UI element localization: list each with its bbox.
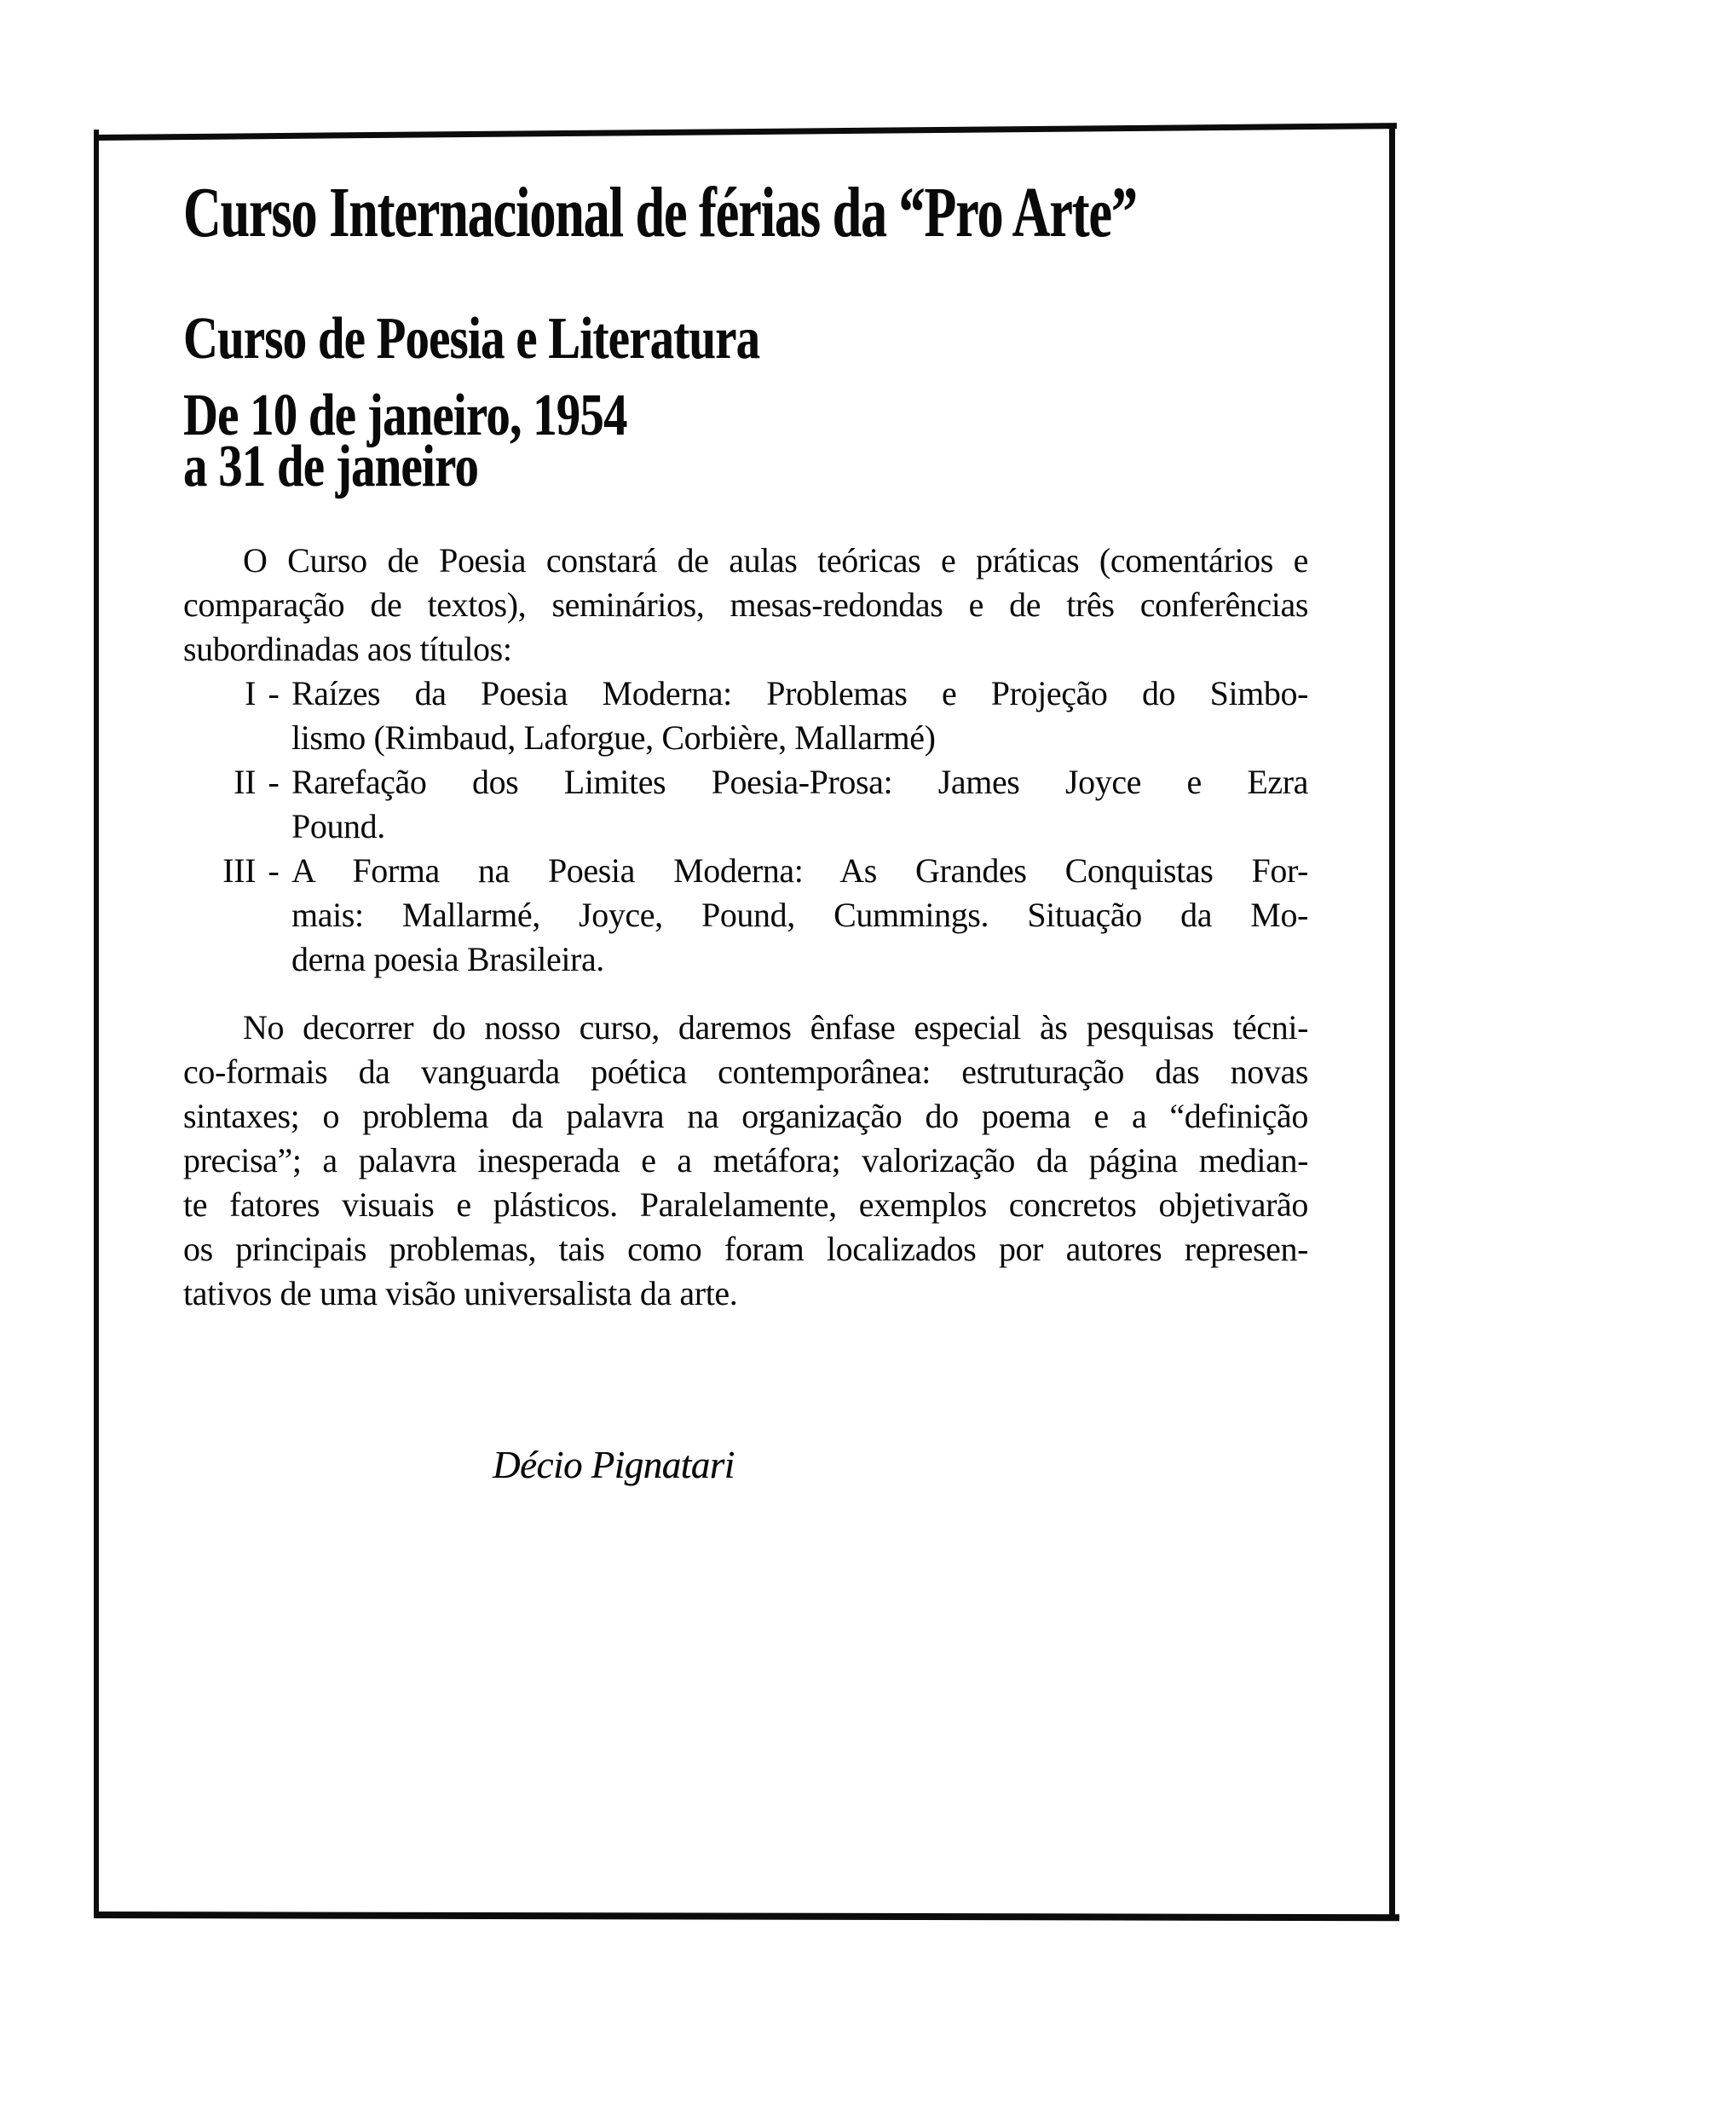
lecture-list [183,672,1308,982]
lecture-item-separator: - [268,851,280,890]
text-line: O Curso de Poesia constará de aulas teóricas e práticas (comentários e [243,541,1308,580]
text-line: derna poesia Brasileira. [291,940,604,978]
lecture-item-separator: - [268,763,280,801]
frame-border-bottom [94,1912,1399,1921]
text-line: tativos de uma visão universalista da arte. [183,1274,738,1312]
text-line: precisa”; a palavra inesperada e a metáfora; valorização da página median- [183,1141,1308,1179]
lecture-item-numeral: I [245,674,256,712]
text-line: os principais problemas, tais como foram localizados por autores represen- [183,1230,1308,1268]
lecture-item-text [291,672,1308,760]
intro-paragraph [183,539,1308,672]
lecture-item [183,760,1308,849]
text-line: lismo (Rimbaud, Laforgue, Corbière, Mallarmé) [291,718,936,757]
course-dates-line2: a 31 de janeiro [183,434,479,499]
frame-border-right [1389,124,1395,1918]
text-line: No decorrer do nosso curso, daremos ênfase especial às pesquisas técni- [243,1008,1308,1047]
text-line: Raízes da Poesia Moderna: Problemas e Projeção do Simbo- [291,674,1308,712]
course-dates [183,383,627,499]
signature-author: Décio Pignatari [493,1444,735,1486]
frame-border-left [94,130,99,1918]
lecture-item-numeral: II [234,763,256,801]
text-line: sintaxes; o problema da palavra na organização do poema e a “definição [183,1097,1308,1135]
lecture-item [183,672,1308,760]
lecture-item-separator: - [268,674,280,712]
text-line: comparação de textos), seminários, mesas-redondas e de três conferências [183,585,1308,624]
course-dates-line1: De 10 de janeiro, 1954 [183,383,627,448]
text-line: Pound. [291,807,385,845]
closing-paragraph [183,1006,1308,1316]
lecture-item [183,849,1308,982]
lecture-item-text [291,760,1308,849]
text-line: co-formais da vanguarda poética contemporânea: estruturação das novas [183,1052,1308,1091]
text-line: mais: Mallarmé, Joyce, Pound, Cummings. Situação da Mo- [291,896,1308,934]
text-line: Rarefação dos Limites Poesia-Prosa: James Joyce e Ezra [291,763,1308,801]
text-line: te fatores visuais e plásticos. Paralelamente, exemplos concretos objetivarão [183,1185,1308,1224]
text-line: subordinadas aos títulos: [183,630,512,668]
course-subtitle: Curso de Poesia e Literatura [183,306,760,372]
lecture-item-numeral: III [222,851,256,890]
document-title: Curso Internacional de férias da “Pro Arte” [183,173,1137,252]
frame-border-top [95,123,1397,141]
lecture-item-text [291,849,1308,982]
text-line: A Forma na Poesia Moderna: As Grandes Conquistas For- [291,851,1308,890]
